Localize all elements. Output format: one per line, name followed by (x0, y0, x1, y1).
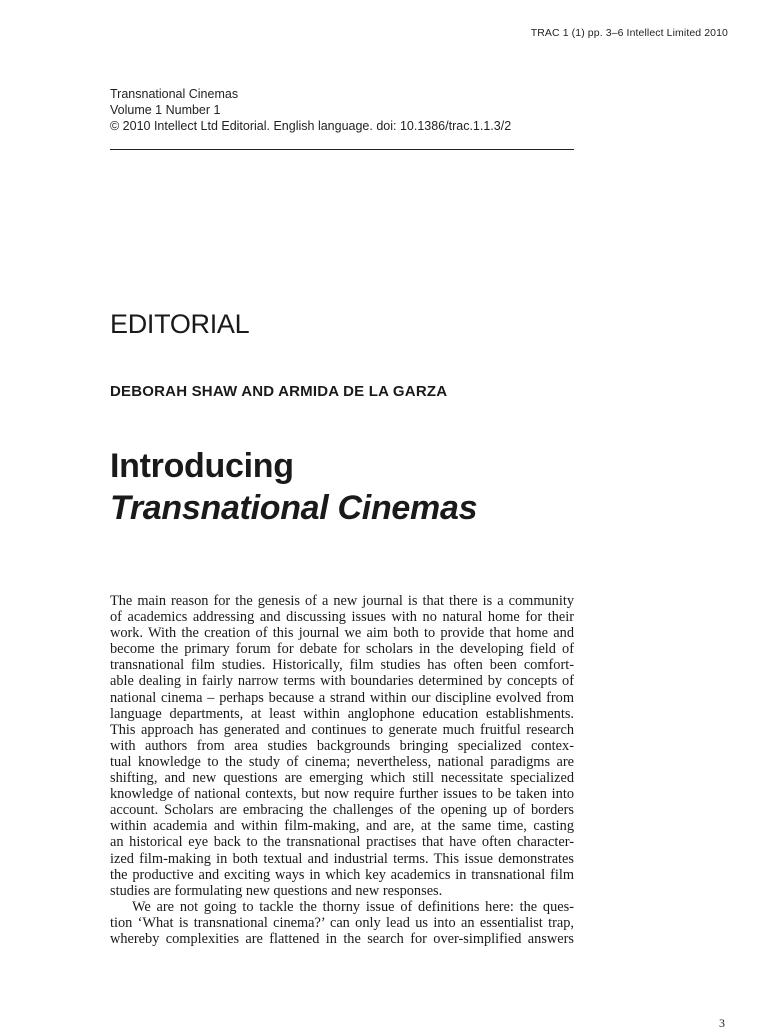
body-line: The main reason for the genesis of a new journal is that there is a community (110, 593, 574, 609)
body-line: national cinema – perhaps because a strand within our discipline evolved from (110, 689, 574, 706)
body-line: with authors from area studies backgrounds bringing specialized contex- (110, 737, 574, 754)
body-line: shifting, and new questions are emerging which still necessitate specialized (110, 770, 574, 787)
body-line: studies are formulating new questions and new responses. (110, 882, 443, 899)
body-line: able dealing in fairly narrow terms with boundaries determined by concepts of (110, 673, 574, 690)
running-head: TRAC 1 (1) pp. 3–6 Intellect Limited 2010 (530, 27, 728, 39)
body-line: This approach has generated and continues to generate much fruitful research (110, 721, 574, 738)
body-line: tion ‘What is transnational cinema?’ can only lead us into an essentialist trap, (110, 914, 574, 931)
journal-info (110, 86, 574, 134)
body-line: an historical eye back to the transnational practises that have often character- (110, 834, 574, 851)
body-line: transnational film studies. Historically, film studies has often been comfort- (110, 657, 574, 674)
body-line: ized film-making in both textual and industrial terms. This issue demonstrates (110, 850, 574, 867)
body-line: whereby complexities are flattened in the search for over-simplified answers (110, 930, 574, 947)
body-line: of academics addressing and discussing issues with no natural home for their (110, 609, 574, 626)
page-number: 3 (719, 1016, 725, 1030)
article-authors: DEBORAH SHAW AND ARMIDA DE LA GARZA (110, 383, 448, 400)
section-label: EDITORIAL (110, 309, 250, 339)
body-line: We are not going to tackle the thorny issue of definitions here: the ques- (132, 898, 574, 915)
header-rule (110, 149, 574, 150)
journal-copyright: © 2010 Intellect Ltd Editorial. English language. doi: 10.1386/trac.1.1.3/2 (110, 119, 512, 133)
body-line: account. Scholars are embracing the challenges of the opening up of borders (110, 802, 574, 819)
body-line: tual knowledge to the study of cinema; nevertheless, national paradigms are (110, 753, 574, 770)
body-line: work. With the creation of this journal we aim both to provide that home and (110, 625, 574, 642)
body-line: knowledge of national contexts, but now require further issues to be taken into (110, 786, 574, 803)
body-line: within academia and within film-making, and are, at the same time, casting (110, 818, 574, 835)
body-line: the productive and exciting ways in which key academics in transnational film (110, 866, 574, 883)
article-body (110, 593, 574, 947)
article-title-line-2: Transnational Cinemas (110, 489, 478, 527)
article-title-line-1: Introducing (110, 447, 294, 485)
journal-name: Transnational Cinemas (110, 87, 239, 101)
article-title (110, 445, 477, 529)
body-line: become the primary forum for debate for scholars in the developing field of (110, 641, 574, 658)
body-line: language departments, at least within anglophone education establishments. (110, 705, 574, 722)
journal-volume: Volume 1 Number 1 (110, 103, 221, 117)
